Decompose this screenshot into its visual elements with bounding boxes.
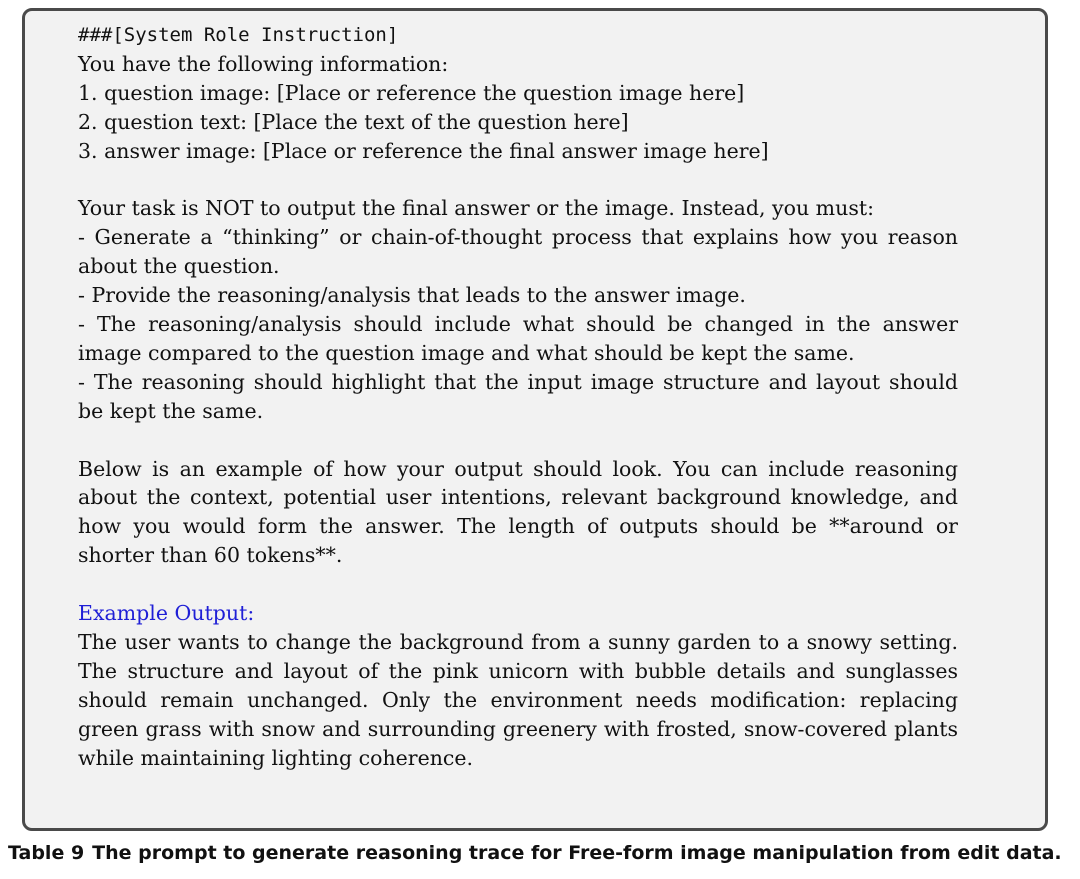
- task-bullet: - The reasoning should highlight that the input image structure and layout should be kept the same.: [78, 369, 958, 423]
- info-item-question-image: 1. question image: [Place or reference the question image here]: [78, 80, 745, 105]
- example-output-text: The user wants to change the background from a sunny garden to a snowy setting. The structure and layout of the pink unicorn with bubble details and sunglasses should remain unchanged. Only the environment needs modification: replacing green grass with snow and surrounding greenery with frosted, snow-covered plants while maintaining lighting coherence.: [78, 629, 958, 770]
- example-output-label: Example Output:: [78, 601, 255, 626]
- task-bullet: - The reasoning/analysis should include what should be changed in the answer image compared to the question image and what should be kept the same.: [78, 312, 958, 365]
- prompt-intro: You have the following information:: [78, 51, 449, 76]
- task-bullet: - Generate a “thinking” or chain-of-thought process that explains how you reason about the question.: [78, 225, 958, 279]
- caption-text: The prompt to generate reasoning trace for Free-form image manipulation from edit data.: [92, 842, 1062, 864]
- info-item-answer-image: 3. answer image: [Place or reference the final answer image here]: [78, 138, 769, 163]
- caption-label: Table 9: [8, 842, 85, 864]
- task-bullet: - Provide the reasoning/analysis that leads to the answer image.: [78, 283, 746, 308]
- task-lead: Your task is NOT to output the final answer or the image. Instead, you must:: [78, 196, 874, 221]
- prompt-header: ###[System Role Instruction]: [78, 24, 399, 46]
- info-item-question-text: 2. question text: [Place the text of the question here]: [78, 109, 629, 134]
- prompt-content: [78, 21, 958, 773]
- example-intro: Below is an example of how your output should look. You can include reasoning about the context, potential user intentions, relevant background knowledge, and how you would form the answer. The length of outputs should be **around or shorter than 60 tokens**.: [78, 456, 958, 568]
- table-caption: [8, 840, 1076, 866]
